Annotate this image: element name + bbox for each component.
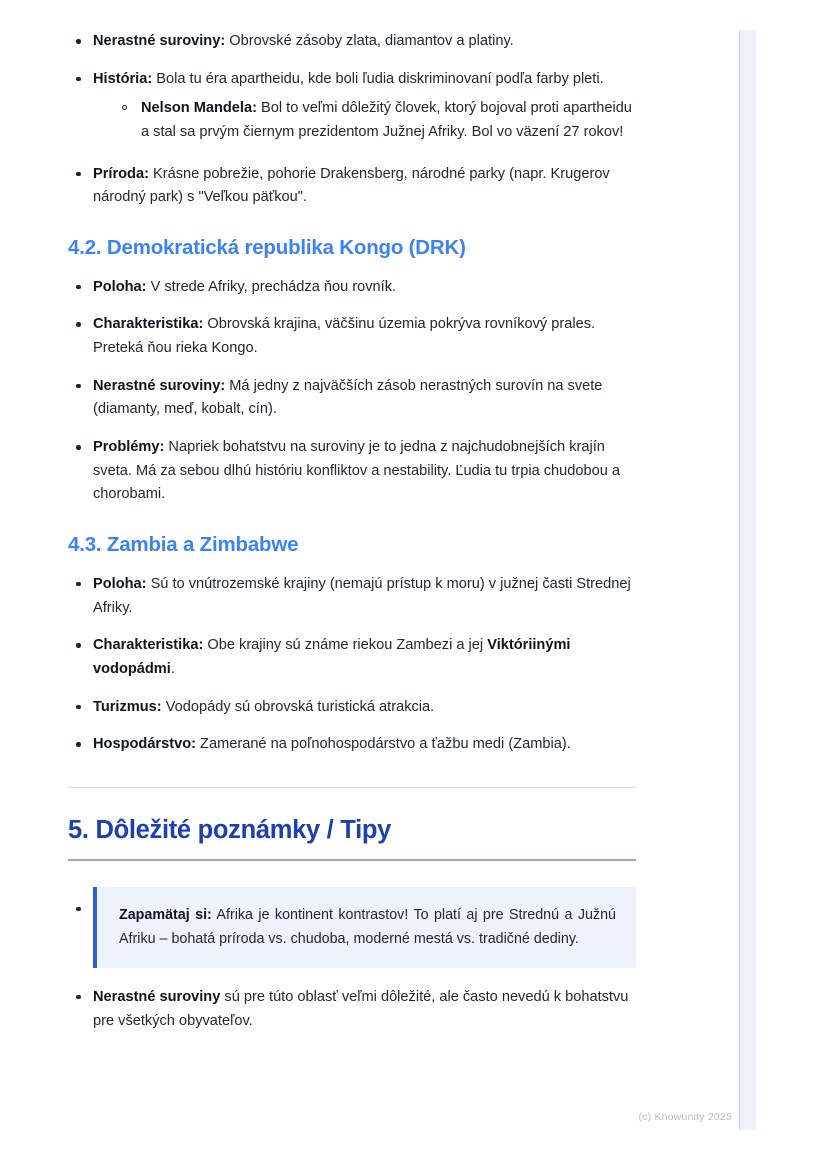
top-list: [68, 30, 636, 210]
section-divider: [68, 787, 636, 788]
list-item: [68, 573, 636, 620]
list-item: [68, 163, 636, 210]
list-item-label: Charakteristika:: [93, 637, 204, 654]
sub-list-item-label: Nelson Mandela:: [141, 100, 257, 117]
list-item-label: Poloha:: [93, 575, 147, 592]
list-item-label: Nerastné suroviny: [93, 988, 221, 1005]
list-item-label: Nerastné suroviny:: [93, 33, 226, 49]
list-item-label: História:: [93, 70, 153, 87]
document-content: [68, 30, 636, 1033]
list-item-label: Nerastné suroviny:: [93, 377, 226, 394]
list-item-text: Má jedny z najväčších zásob nerastných surovín na svete (diamanty, meď, kobalt, cín).: [93, 377, 603, 418]
section-heading-4-2: 4.2. Demokratická republika Kongo (DRK): [68, 235, 466, 259]
section-heading-underline: [68, 859, 636, 861]
list-item-text: Bola tu éra apartheidu, kde boli ľudia diskriminovaní podľa farby pleti.: [152, 70, 604, 87]
callout-box: [93, 887, 636, 968]
list-item-label: Problémy:: [93, 439, 165, 456]
section-heading-4-3: 4.3. Zambia a Zimbabwe: [68, 532, 299, 556]
list-item-label: Poloha:: [93, 278, 147, 295]
section-5-list: [68, 986, 636, 1033]
list-item: [68, 30, 636, 54]
list-item: [68, 733, 636, 757]
list-item-text: Obrovská krajina, väčšinu územia pokrýva rovníkový prales. Preteká ňou rieka Kongo.: [93, 316, 596, 357]
list-item-label: Hospodárstvo:: [93, 736, 196, 753]
list-item-label: Charakteristika:: [93, 316, 204, 333]
list-item-text: Obe krajiny sú známe riekou Zambezi a jej: [203, 637, 488, 654]
section-heading-5: 5. Dôležité poznámky / Tipy: [68, 815, 392, 844]
list-item: [68, 634, 636, 681]
list-item-text: Zamerané na poľnohospodárstvo a ťažbu medi (Zambia).: [195, 736, 571, 753]
list-item-text: Napriek bohatstvu na suroviny je to jedna z najchudobnejších krajín sveta. Má za sebou dlhú históriu konfliktov a nestability. Ľudia tu trpia chudobou a chorobami.: [93, 439, 621, 503]
list-item: [68, 436, 636, 507]
list-item: [68, 986, 636, 1033]
callout-text: Afrika je kontinent kontrastov! To platí aj pre Strednú a Južnú Afriku – bohatá príroda vs. chudoba, moderné mestá vs. tradičné dediny.: [119, 906, 616, 948]
list-item: [68, 696, 636, 720]
list-item-label: Turizmus:: [93, 698, 162, 715]
list-item-text: Obrovské zásoby zlata, diamantov a platiny.: [225, 33, 514, 49]
list-item-tail: .: [170, 660, 175, 677]
section-4-2-list: [68, 276, 636, 507]
callout-label: Zapamätaj si:: [119, 906, 212, 923]
sub-list-item-text: Bol to veľmi dôležitý človek, ktorý bojoval proti apartheidu a stal sa prvým čiernym prezidentom Južnej Afriky. Bol vo väzení 27 rokov!: [141, 100, 632, 140]
list-item-label: Príroda:: [93, 165, 149, 182]
list-item-text: sú pre túto oblasť veľmi dôležité, ale často nevedú k bohatstvu pre všetkých obyvateľov.: [93, 988, 629, 1029]
footer-credit: (c) Knowunity 2025: [638, 1111, 732, 1123]
section-4-3-list: [68, 573, 636, 757]
list-item-text: Sú to vnútrozemské krajiny (nemajú prístup k moru) v južnej časti Strednej Afriky.: [93, 575, 631, 616]
list-item-text: Krásne pobrežie, pohorie Drakensberg, národné parky (napr. Krugerov národný park) s "Veľkou päťkou".: [93, 165, 610, 206]
list-item-emphasis: Viktóriinými vodopádmi: [93, 637, 571, 677]
list-item: [68, 313, 636, 360]
callout-list-item: [68, 887, 636, 968]
list-item: [68, 68, 636, 145]
sub-list-item: [115, 97, 636, 144]
list-item: [68, 276, 636, 300]
page-side-rail: [739, 30, 756, 1130]
list-item: [68, 375, 636, 422]
sub-list: [115, 97, 636, 144]
list-item-text: V strede Afriky, prechádza ňou rovník.: [146, 278, 397, 295]
list-item-text: Vodopády sú obrovská turistická atrakcia.: [161, 698, 435, 715]
